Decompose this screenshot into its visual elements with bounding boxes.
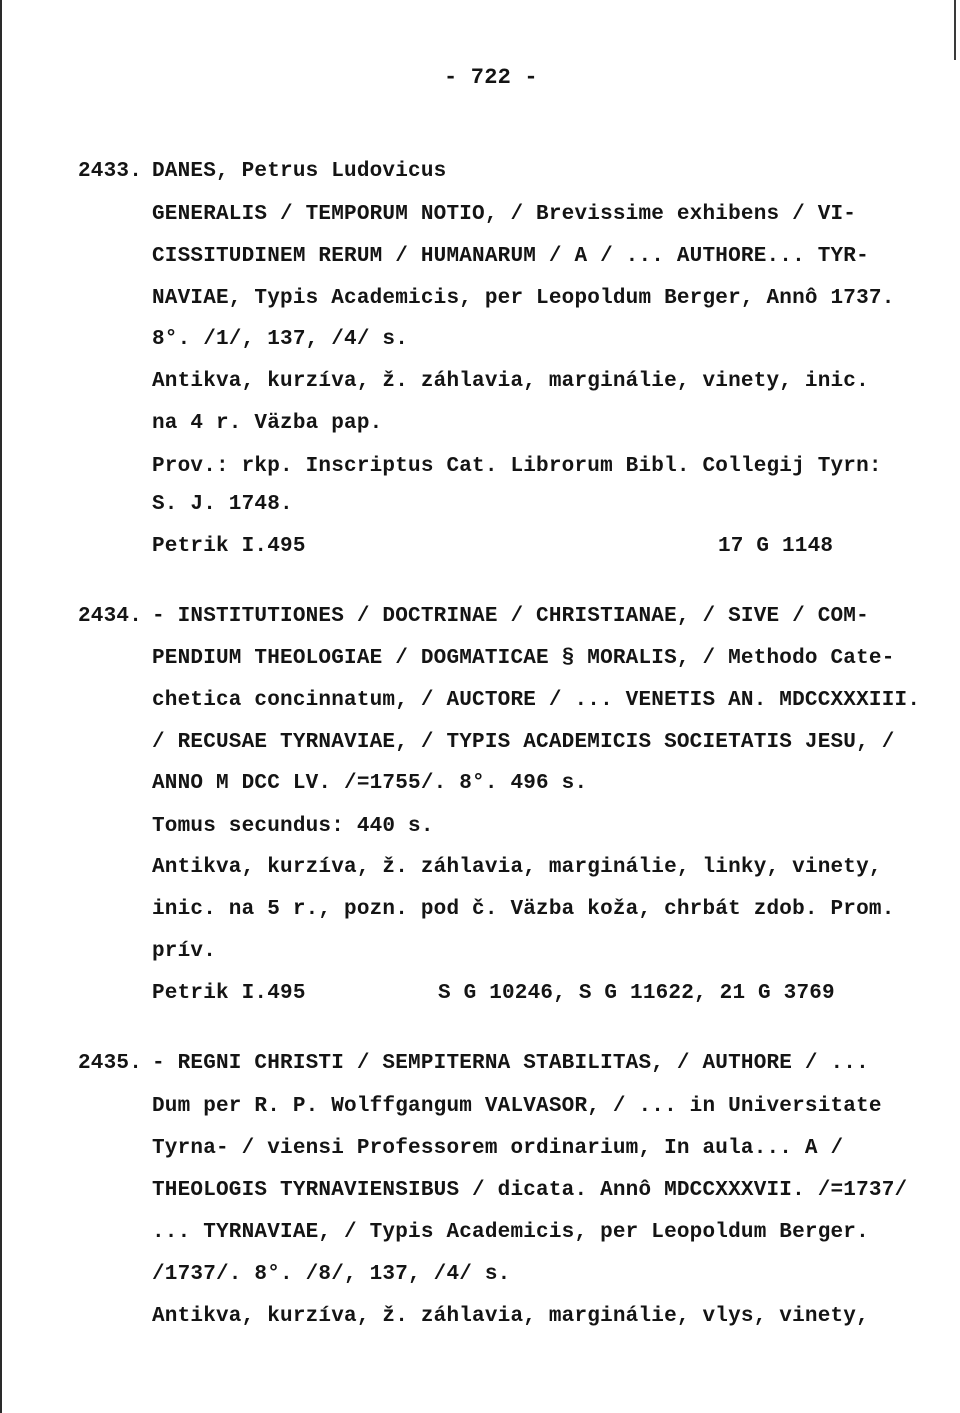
entry-description-line: na 4 r. Väzba pap. [152,412,383,435]
entry-call-number: 17 G 1148 [718,535,834,558]
entry-description-line: Antikva, kurzíva, ž. záhlavia, marginálie, linky, vinety, [152,856,882,879]
page-number: - 722 - [444,65,538,90]
entry-title-line: - INSTITUTIONES / DOCTRINAE / CHRISTIANAE, / SIVE / COM- [152,605,869,628]
entry-description-line: Antikva, kurzíva, ž. záhlavia, marginálie, vlys, vinety, [152,1305,869,1328]
entry-title-line: - REGNI CHRISTI / SEMPITERNA STABILITAS, / AUTHORE / ... [152,1052,869,1075]
entry-number: 2433. [78,160,143,183]
entry-title-line: THEOLOGIS TYRNAVIENSIBUS / dicata. Annô MDCCXXXVII. /=1737/ [152,1179,908,1202]
entry-provenance-line: S. J. 1748. [152,493,293,516]
entry-title-line: GENERALIS / TEMPORUM NOTIO, / Brevissime exhibens / VI- [152,203,857,226]
left-page-edge-rule [0,0,2,1413]
entry-number: 2434. [78,605,143,628]
entry-description-line: Antikva, kurzíva, ž. záhlavia, marginálie, vinety, inic. [152,370,869,393]
entry-description-line: inic. na 5 r., pozn. pod č. Väzba koža, chrbát zdob. Prom. [152,898,895,921]
entry-title-line: PENDIUM THEOLOGIAE / DOGMATICAE § MORALIS, / Methodo Cate- [152,647,895,670]
entry-description-line: prív. [152,940,217,963]
entry-number: 2435. [78,1052,143,1075]
entry-title-line: Dum per R. P. Wolffgangum VALVASOR, / ... in Universitate [152,1095,882,1118]
entry-collation-line: /1737/. 8°. /8/, 137, /4/ s. [152,1263,511,1286]
entry-title-line: ... TYRNAVIAE, / Typis Academicis, per Leopoldum Berger. [152,1221,869,1244]
entry-reference: Petrik I.495 [152,535,306,558]
entry-reference: Petrik I.495 [152,982,306,1005]
entry-title-line: NAVIAE, Typis Academicis, per Leopoldum Berger, Annô 1737. [152,287,895,310]
entry-title-line: chetica concinnatum, / AUCTORE / ... VENETIS AN. MDCCXXXIII. [152,689,921,712]
entry-volume-note: Tomus secundus: 440 s. [152,815,434,838]
entry-title-line: CISSITUDINEM RERUM / HUMANARUM / A / ... AUTHORE... TYR- [152,245,869,268]
entry-title-line: Tyrna- / viensi Professorem ordinarium, In aula... A / [152,1137,844,1160]
entry-author-heading: DANES, Petrus Ludovicus [152,160,447,183]
right-page-edge-mark [954,0,956,60]
entry-collation-line: ANNO M DCC LV. /=1755/. 8°. 496 s. [152,772,588,795]
entry-title-line: / RECUSAE TYRNAVIAE, / TYPIS ACADEMICIS SOCIETATIS JESU, / [152,731,895,754]
entry-call-number: S G 10246, S G 11622, 21 G 3769 [438,982,835,1005]
entry-provenance-line: Prov.: rkp. Inscriptus Cat. Librorum Bibl. Collegij Tyrn: [152,455,882,478]
entry-collation-line: 8°. /1/, 137, /4/ s. [152,328,409,351]
